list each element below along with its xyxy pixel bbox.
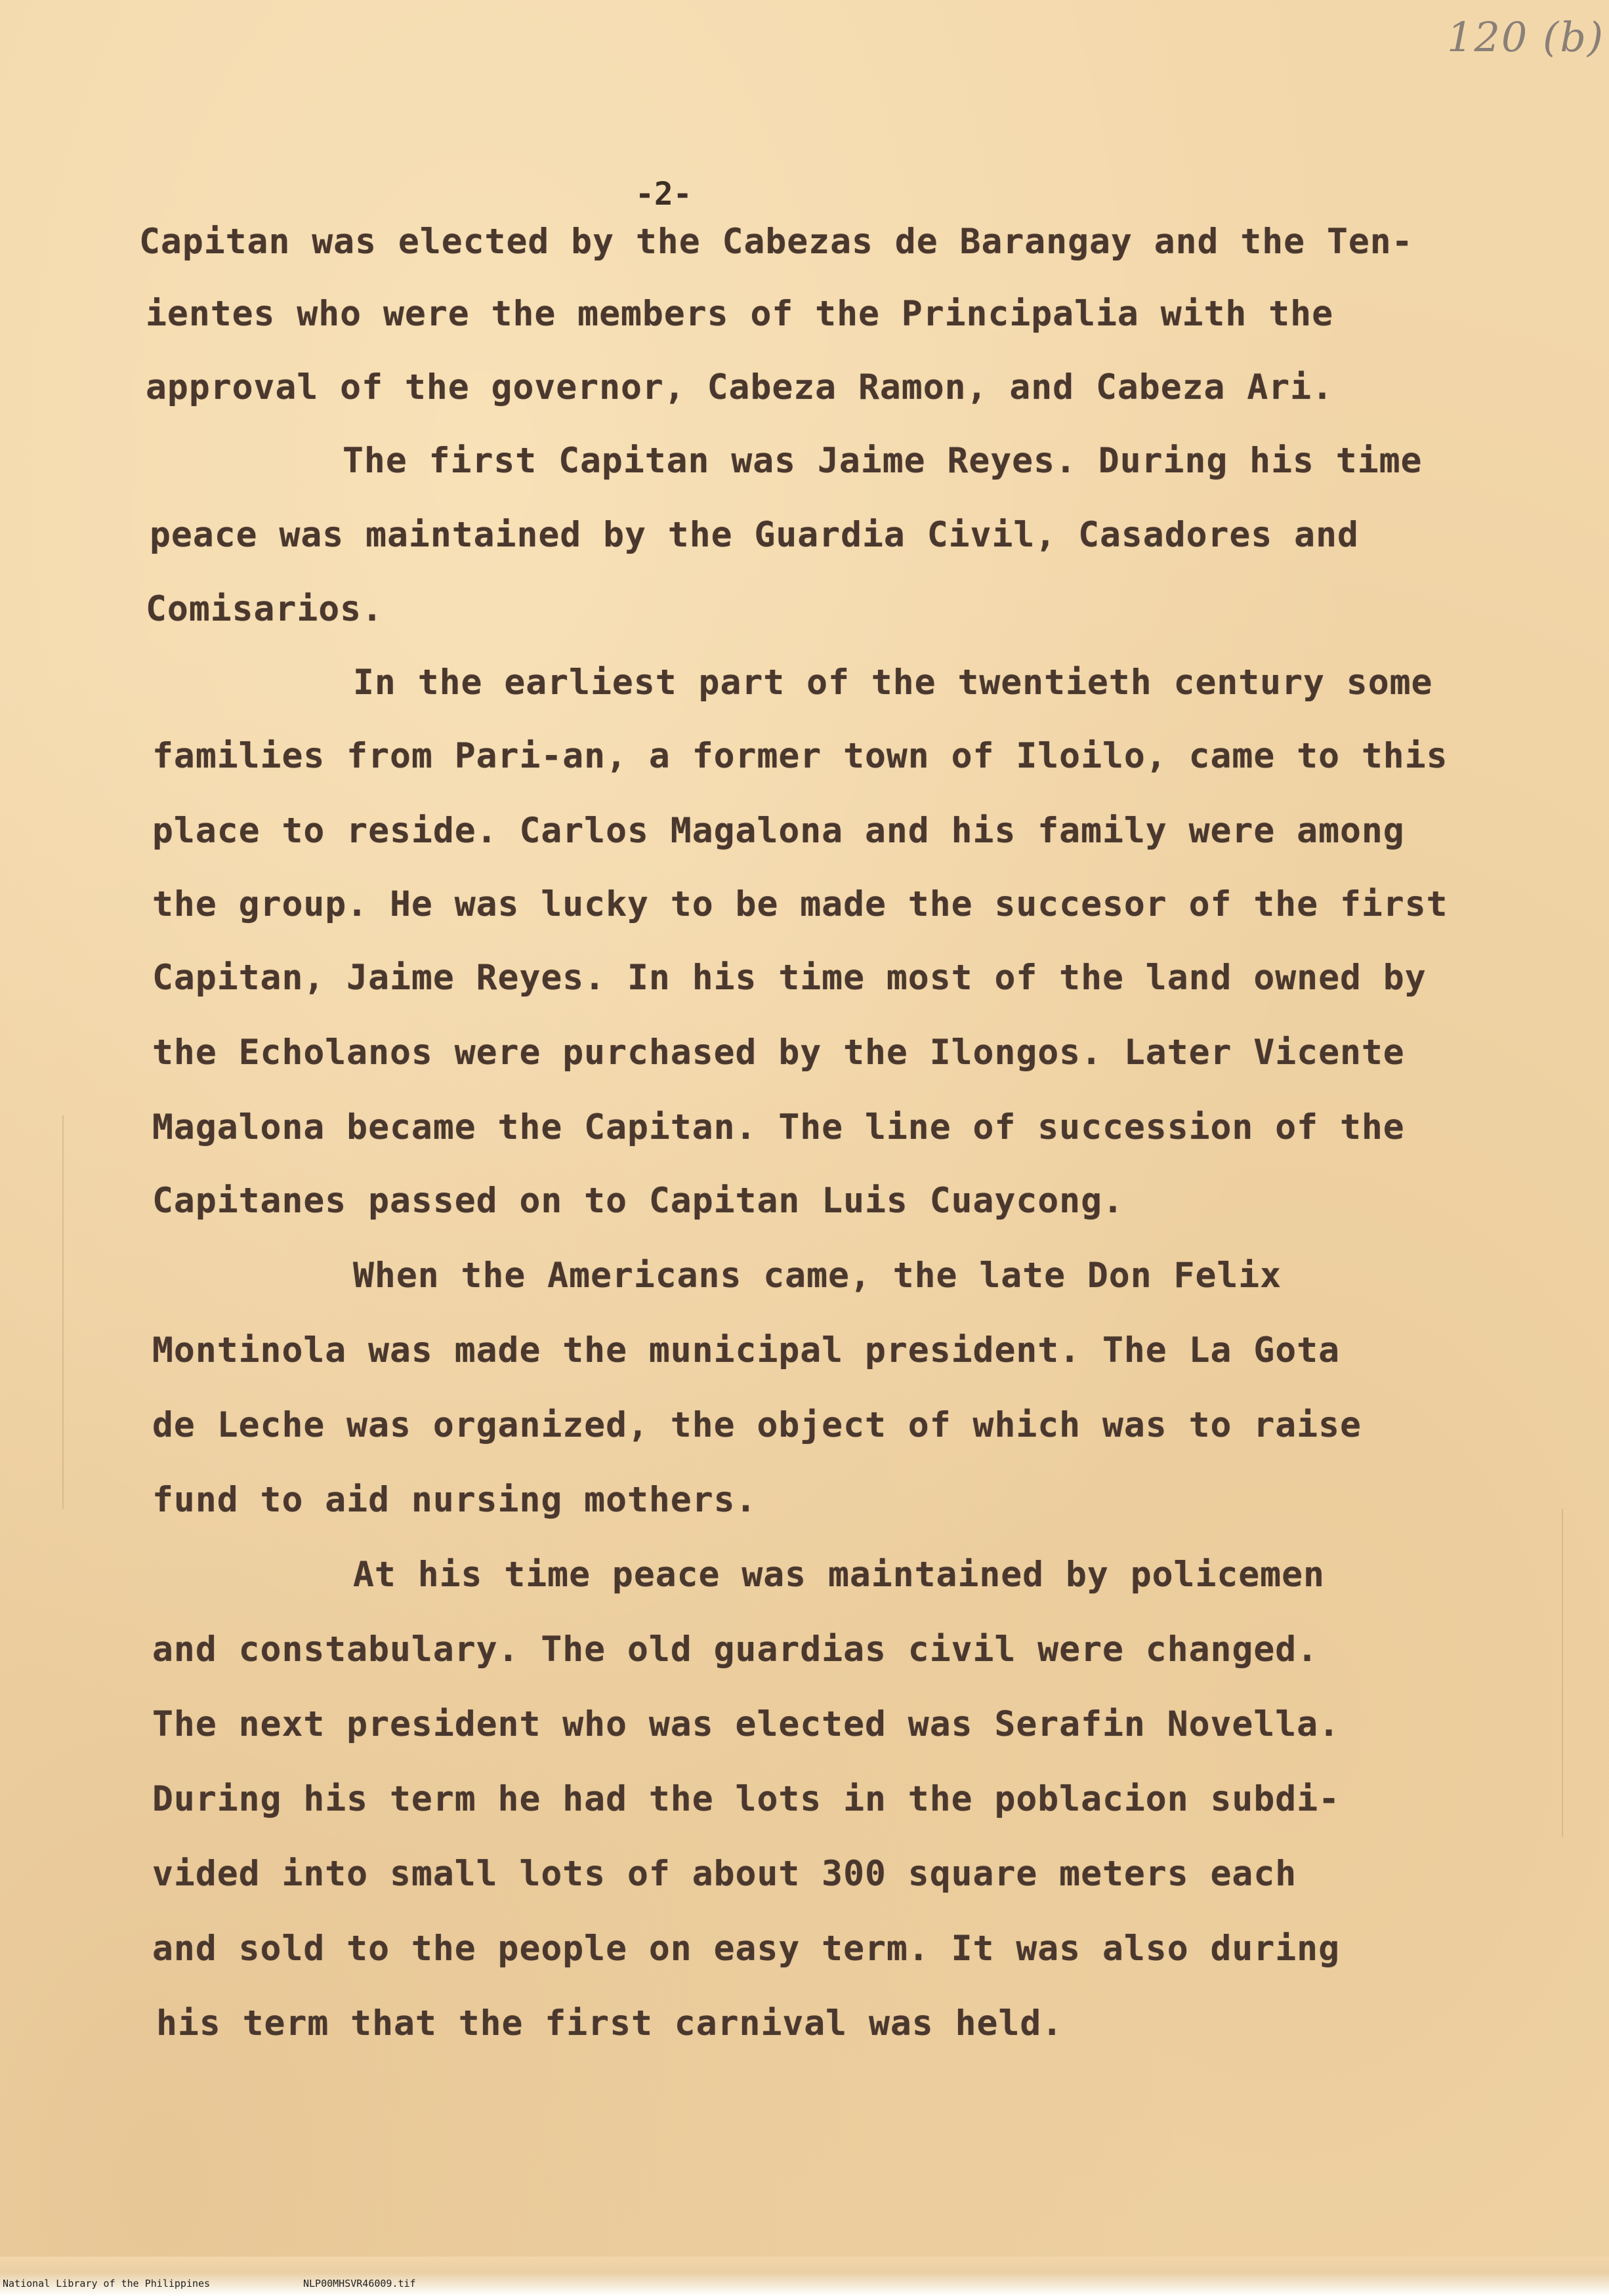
text-line: At his time peace was maintained by policemen: [353, 1555, 1325, 1595]
text-line: de Leche was organized, the object of which was to raise: [152, 1405, 1362, 1445]
paper-edge: [0, 2257, 1609, 2296]
text-line: Capitan, Jaime Reyes. In his time most of the land owned by: [152, 958, 1427, 998]
text-line: the Echolanos were purchased by the Ilongos. Later Vicente: [152, 1033, 1405, 1073]
text-line: and constabulary. The old guardias civil were changed.: [152, 1630, 1319, 1670]
text-line: ientes who were the members of the Principalia with the: [146, 294, 1333, 334]
text-line: Montinola was made the municipal president. The La Gota: [152, 1330, 1340, 1370]
text-line: When the Americans came, the late Don Felix: [353, 1256, 1282, 1296]
text-line: his term that the first carnival was held.: [156, 2003, 1064, 2043]
handwritten-reference-number: 120 (b): [1447, 13, 1605, 61]
text-line: The next president who was elected was Serafin Novella.: [152, 1704, 1340, 1744]
text-line: fund to aid nursing mothers.: [152, 1480, 757, 1520]
text-line: Magalona became the Capitan. The line of succession of the: [152, 1107, 1405, 1147]
paper-crease: [1562, 1509, 1563, 1837]
text-line: approval of the governor, Cabeza Ramon, and Cabeza Ari.: [146, 367, 1333, 407]
text-line: The first Capitan was Jaime Reyes. During his time: [343, 441, 1423, 481]
text-line: vided into small lots of about 300 square meters each: [152, 1854, 1297, 1894]
text-line: the group. He was lucky to be made the succesor of the first: [152, 884, 1448, 924]
text-line: peace was maintained by the Guardia Civil, Casadores and: [150, 515, 1359, 555]
text-line: In the earliest part of the twentieth century some: [353, 663, 1433, 703]
text-line: place to reside. Carlos Magalona and his family were among: [152, 811, 1405, 851]
text-line: Capitan was elected by the Cabezas de Barangay and the Ten-: [139, 222, 1413, 262]
text-line: Capitanes passed on to Capitan Luis Cuaycong.: [152, 1181, 1124, 1221]
text-line: During his term he had the lots in the poblacion subdi-: [152, 1779, 1340, 1819]
footer-file-id: NLP00MHSVR46009.tif: [303, 2278, 416, 2289]
paper-crease: [62, 1115, 64, 1509]
text-line: and sold to the people on easy term. It was also during: [152, 1929, 1340, 1969]
text-line: families from Pari-an, a former town of Iloilo, came to this: [152, 736, 1448, 776]
footer-library-name: National Library of the Philippines: [3, 2278, 211, 2289]
page-number: -2-: [635, 176, 692, 213]
text-line: Comisarios.: [146, 589, 383, 629]
